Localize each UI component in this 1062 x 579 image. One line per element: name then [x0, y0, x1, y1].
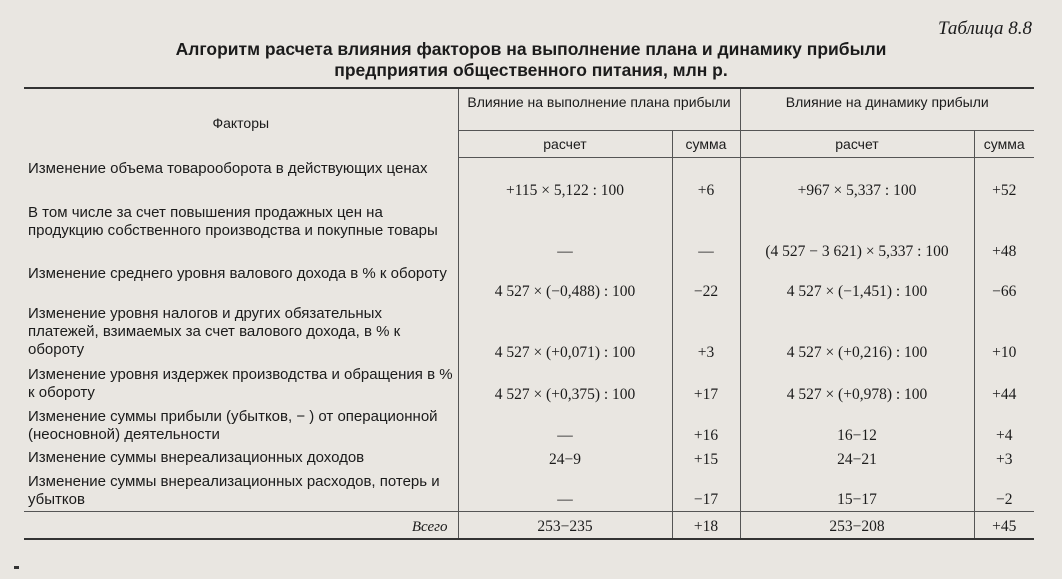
- factors-table: [24, 87, 1034, 540]
- plan-calc-cell: —: [458, 406, 672, 447]
- dyn-sum-cell: +10: [992, 343, 1017, 361]
- dyn-sum-cell: +52: [992, 181, 1017, 199]
- dyn-calc-cell: 16−12: [740, 406, 974, 447]
- header-dynamics-group: Влияние на динамику прибыли: [785, 94, 989, 110]
- factor-cell: Изменение суммы прибыли (убытков, − ) от операционной (неосновной) деятельности: [24, 406, 458, 447]
- total-dyn-sum: +45: [974, 511, 1034, 539]
- factor-cell: Изменение суммы внереализационных доходов: [24, 447, 458, 471]
- total-row: [24, 511, 1034, 539]
- factor-cell: Изменение среднего уровня валового дохода в % к обороту: [24, 263, 458, 303]
- total-plan-calc: 253−235: [458, 511, 672, 539]
- plan-calc-cell: —: [458, 471, 672, 512]
- plan-sum-cell: +3: [672, 303, 740, 364]
- dyn-calc-cell: 24−21: [740, 447, 974, 471]
- plan-sum-cell: +16: [672, 406, 740, 447]
- plan-calc-cell: +115 × 5,122 : 100: [458, 158, 672, 202]
- plan-sum-cell: +15: [672, 447, 740, 471]
- title-line-2: предприятия общественного питания, млн р.: [334, 60, 728, 80]
- dyn-calc-cell: (4 527 − 3 621) × 5,337 : 100: [740, 202, 974, 263]
- table-title: [0, 39, 1062, 81]
- plan-calc-cell: 24−9: [458, 447, 672, 471]
- header-dyn-calc: расчет: [740, 131, 974, 158]
- factor-cell: Изменение суммы внереализационных расходов, потерь и убытков: [24, 471, 458, 512]
- header-plan-group: Влияние на выполнение плана прибыли: [458, 88, 740, 131]
- plan-sum-cell: −22: [672, 263, 740, 303]
- dyn-sum-cell: −2: [996, 490, 1013, 508]
- table-row: [24, 471, 1034, 512]
- dyn-sum-cell: +44: [992, 385, 1017, 403]
- table-row: [24, 303, 1034, 364]
- total-plan-sum: +18: [672, 511, 740, 539]
- dyn-sum-cell: +4: [996, 426, 1013, 444]
- plan-calc-cell: 4 527 × (+0,071) : 100: [458, 303, 672, 364]
- dyn-calc-cell: 15−17: [740, 471, 974, 512]
- factor-cell: Изменение объема товарооборота в действующих ценах: [24, 158, 458, 202]
- dyn-sum-cell: −66: [992, 282, 1017, 300]
- header-plan-calc: расчет: [458, 131, 672, 158]
- table-row: [24, 202, 1034, 263]
- plan-calc-cell: 4 527 × (+0,375) : 100: [458, 364, 672, 406]
- header-plan-sum: сумма: [672, 131, 740, 158]
- page-mark: [14, 566, 19, 569]
- table-row: [24, 263, 1034, 303]
- table-row: [24, 158, 1034, 202]
- header-factors: Факторы: [24, 88, 458, 158]
- total-dyn-calc: 253−208: [740, 511, 974, 539]
- header-dyn-sum: сумма: [974, 131, 1034, 158]
- total-label: Всего: [24, 511, 458, 539]
- factor-cell: Изменение уровня издержек производства и обращения в % к обороту: [24, 364, 458, 406]
- dyn-calc-cell: 4 527 × (−1,451) : 100: [740, 263, 974, 303]
- dyn-calc-cell: 4 527 × (+0,978) : 100: [740, 364, 974, 406]
- dyn-calc-cell: +967 × 5,337 : 100: [740, 158, 974, 202]
- dyn-sum-cell: +48: [992, 242, 1017, 260]
- plan-calc-cell: 4 527 × (−0,488) : 100: [458, 263, 672, 303]
- factor-cell: В том числе за счет повышения продажных цен на продукцию собственного производства и покупные товары: [24, 202, 458, 263]
- plan-sum-cell: +6: [672, 158, 740, 202]
- plan-sum-cell: +17: [672, 364, 740, 406]
- dyn-calc-cell: 4 527 × (+0,216) : 100: [740, 303, 974, 364]
- factor-cell: Изменение уровня налогов и других обязательных платежей, взимаемых за счет валового дохода, в % к обороту: [24, 303, 458, 364]
- plan-sum-cell: −17: [672, 471, 740, 512]
- table-row: [24, 447, 1034, 471]
- plan-sum-cell: —: [672, 202, 740, 263]
- table-row: [24, 364, 1034, 406]
- title-line-1: Алгоритм расчета влияния факторов на выполнение плана и динамику прибыли: [175, 39, 887, 59]
- table-number: Таблица 8.8: [938, 18, 1032, 39]
- dyn-sum-cell: +3: [996, 450, 1013, 468]
- table-row: [24, 406, 1034, 447]
- plan-calc-cell: —: [458, 202, 672, 263]
